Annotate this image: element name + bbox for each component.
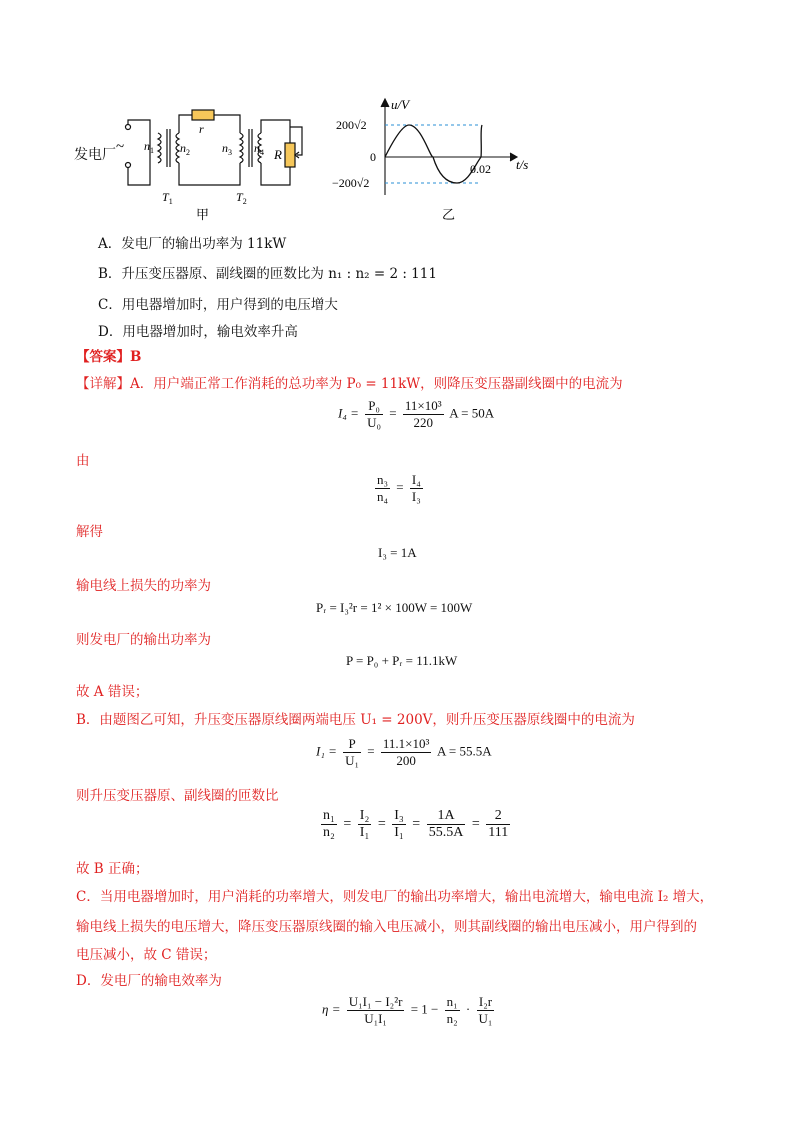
option-b: B．升压变压器原、副线圈的匝数比为 n₁ : n₂ = 2 : 111 [98, 266, 437, 282]
equation-turns-ratio: $\frac{\text{n₃}}{\text{n₄}}$ = $\frac{\text{I₄}}{\text{I₃}}$ [377, 472, 421, 504]
x-tick-label: 0.02 [470, 162, 491, 176]
circuit-diagram [70, 105, 330, 225]
T1-label: $T_1$ [162, 190, 173, 206]
solve-text: 解得 [76, 524, 103, 540]
option-d: D．用电器增加时，输电效率升高 [98, 324, 298, 340]
equation-i1: I₁ = $\frac{P}{\text{U₁}}$ = $\frac{\text{11.1×10³}}{200}$ A = 55.5A [316, 736, 492, 768]
y-max-label: 200√2 [336, 118, 367, 132]
x-axis-label: t/s [516, 157, 529, 172]
option-a: A．发电厂的输出功率为 11kW [98, 236, 287, 252]
y-zero-label: 0 [370, 150, 376, 164]
equation-pr: Pᵣ = I₃²r = 1² × 100W = 100W [316, 600, 473, 615]
sine-curve [385, 125, 482, 183]
by-text: 由 [76, 453, 90, 469]
equation-n1-n2: $\frac{\text{n₁}}{\text{n₂}}$ = $\frac{\text{I₂}}{\text{I₁}}$ = $\frac{\text{I₃}}{\text{I₁}}$ = $\frac{1A}{55.5A}$ = $\frac{2}{111}$ [323, 808, 509, 840]
T2-label: $T_2$ [236, 190, 247, 206]
answer: 【答案】B [76, 349, 142, 365]
equation-i4: I₄ = $\frac{\text{P₀}}{\text{U₀}}$ = $\frac{\text{11×10³}}{220}$ A = 50A [338, 398, 495, 430]
y-min-label: −200√2 [332, 176, 370, 190]
n4-label: $n_4$ [254, 141, 264, 157]
equation-efficiency: η = $\frac{\text{U₁I₁ − I₂²r}}{\text{U₁I₁}}$ = 1 − $\frac{\text{n₁}}{\text{n₂}}$ · $\frac{\text{I₂r}}{\text{U₁}}$ [322, 994, 493, 1026]
R-label: R [274, 147, 282, 162]
option-c: C．用电器增加时，用户得到的电压增大 [98, 297, 338, 313]
n1-label: $n_1$ [144, 139, 154, 155]
c-line-3: 电压减小，故 C 错误； [76, 947, 217, 963]
n2-label: $n_2$ [180, 141, 190, 157]
voltage-graph [330, 95, 540, 225]
ratio-text: 则升压变压器原、副线圈的匝数比 [76, 788, 279, 804]
n3-label: $n_3$ [222, 141, 232, 157]
explanation-intro: 【详解】A．用户端正常工作消耗的总功率为 P₀ = 11kW，则降压变压器副线圈中的电流为 [76, 376, 623, 392]
b-intro: B．由题图乙可知，升压变压器原线圈两端电压 U₁ = 200V，则升压变压器原线圈中的电流为 [76, 712, 635, 728]
c-line-1: C．当用电器增加时，用户消耗的功率增大，则发电厂的输出功率增大，输出电流增大，输电电流 I₂ 增大， [76, 889, 714, 905]
equation-i3: I₃ = 1A [378, 545, 417, 560]
d-intro: D．发电厂的输电效率为 [76, 973, 222, 989]
tilde-label: ~ [116, 139, 125, 155]
y-axis-label: u/V [391, 97, 410, 112]
loss-text: 输电线上损失的功率为 [76, 578, 211, 594]
source-label: 发电厂 [74, 147, 116, 163]
a-conclusion: 故 A 错误； [76, 684, 149, 700]
figure-b-caption: 乙 [442, 207, 456, 222]
figure-a-caption: 甲 [196, 207, 210, 222]
r-label: r [199, 122, 204, 136]
equation-p: P = P₀ + Pᵣ = 11.1kW [346, 653, 458, 668]
c-line-2: 输电线上损失的电压增大，降压变压器原线圈的输入电压减小，则其副线圈的输出电压减小，用户得到的 [76, 919, 697, 935]
output-text: 则发电厂的输出功率为 [76, 632, 211, 648]
b-conclusion: 故 B 正确； [76, 861, 149, 877]
